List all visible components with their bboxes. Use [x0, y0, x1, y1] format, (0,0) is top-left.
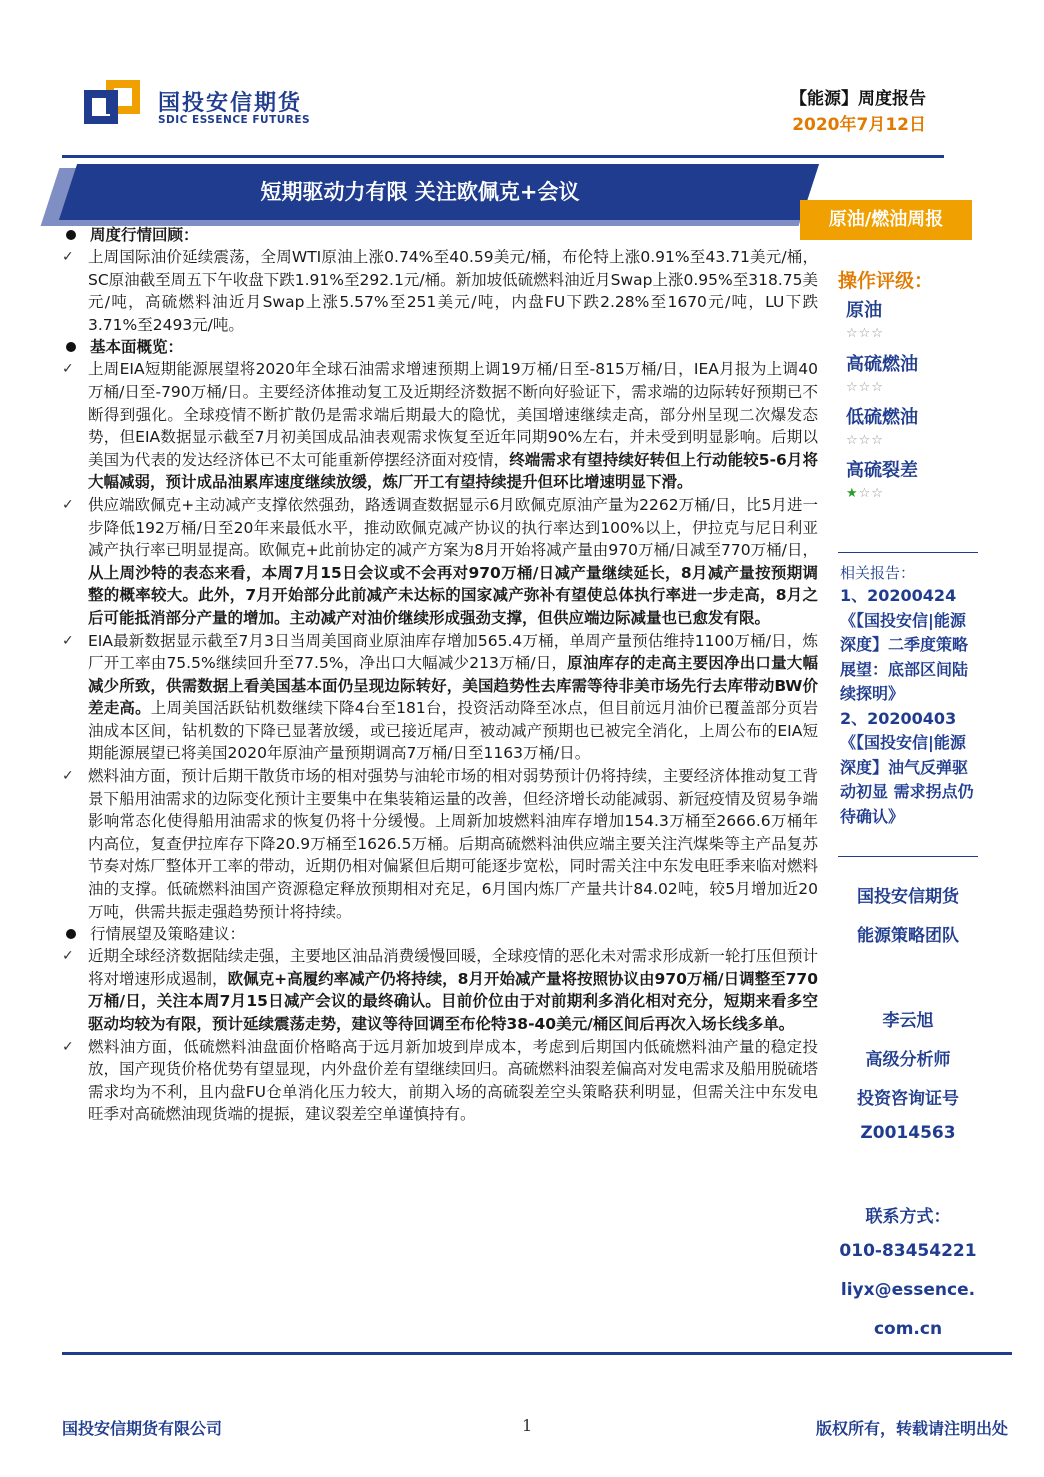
- list-item: ✓ 近期全球经济数据陆续走强，主要地区油品消费缓慢回暖，全球疫情的恶化未对需求形成新一轮打压但预计将对增速形成遏制，欧佩克+高履约率减产仍将持续，8月开始减产量将按照协议由970万桶/日调整至770万桶/日，关注本周7月15日减产会议的最终确认。目前价位由于对前期利多消化相对充分，短期来看多空驱动均较为有限，预计延续震荡走势，建议等待回调至布伦特38-40美元/桶区间后再次入场长线多单。: [62, 945, 818, 1035]
- list-item: ✓ 供应端欧佩克+主动减产支撑依然强劲，路透调查数据显示6月欧佩克原油产量为2262万桶/日，比5月进一步降低192万桶/日至20年来最低水平，推动欧佩克减产协议的执行率达到100%以上，伊拉克与尼日利亚减产执行率已明显提高。欧佩克+此前协定的减产方案为8月开始将减产量由970万桶/日减至770万桶/日，从上周沙特的表态来看，本周7月15日会议或不会再对970万桶/日减产量继续延长，8月减产量按预期调整的概率较大。此外，7月开始部分此前减产未达标的国家减产弥补有望使总体执行率进一步走高，8月之后可能抵消部分产量的增加。主动减产对油价继续形成强劲支撑，但供应端边际减量也已愈发有限。: [62, 494, 818, 630]
- check-icon: ✓: [62, 768, 74, 785]
- check-icon: ✓: [62, 948, 74, 965]
- related-report-1: 1、20200424《【国投安信|能源深度】二季度策略展望：底部区间陆续探明》: [840, 586, 969, 703]
- team-name: 能源策略团队: [857, 926, 959, 946]
- contact-phone: 010-83454221: [839, 1241, 977, 1261]
- section-heading-fundamentals: 基本面概览：: [62, 336, 818, 358]
- check-icon: ✓: [62, 1038, 74, 1055]
- cert-number: Z0014563: [860, 1123, 956, 1143]
- rating-name: 原油: [846, 300, 882, 321]
- analyst-name: 李云旭: [882, 1011, 934, 1031]
- list-item: ✓ 上周国际油价延续震荡，全周WTI原油上涨0.74%至40.59美元/桶，布伦特上涨0.91%至43.71美元/桶，SC原油截至周五下午收盘下跌1.91%至292.1元/桶。新加坡低硫燃料油近月Swap上涨0.95%至318.75美元/吨，高硫燃料油近月Swap上涨5.57%至251美元/吨，内盘FU下跌2.28%至1670元/吨，LU下跌3.71%至2493元/吨。: [62, 246, 818, 336]
- rating-stars: [846, 486, 884, 501]
- report-title: 短期驱动力有限 关注欧佩克+会议: [260, 180, 580, 204]
- rating-name: 高硫燃油: [846, 354, 918, 375]
- filled-star-icon: ★: [846, 486, 859, 501]
- rating-title: 操作评级：: [838, 270, 934, 292]
- list-item: ✓ 上周EIA短期能源展望将2020年全球石油需求增速预期上调19万桶/日至-815万桶/日，IEA月报为上调40万桶/日至-790万桶/日。主要经济体推动复工及近期经济数据不断向好验证下，需求端的边际转好预期已不断得到强化。全球疫情不断扩散仍是需求端后期最大的隐忧，美国增速继续走高，部分州呈现二次爆发态势，但EIA数据显示截至7月初美国成品油表观需求恢复至近年同期90%左右，并未受到明显影响。后期以美国为代表的发达经济体已不太可能重新停摆经济面对疫情，终端需求有望持续好转但上行动能较5-6月将大幅减弱，预计成品油累库速度继续放缓，炼厂开工有望持续提升但环比增速明显下滑。: [62, 358, 818, 494]
- category-tag-label: 原油/燃油周报: [828, 209, 944, 230]
- main-content: [62, 224, 818, 1126]
- company-logo-mark: [84, 80, 140, 124]
- footer-divider: [62, 1352, 1012, 1355]
- bullet-icon: [66, 230, 76, 240]
- footer-company: 国投安信期货有限公司: [62, 1419, 223, 1438]
- check-icon: ✓: [62, 632, 74, 649]
- check-icon: ✓: [62, 249, 74, 265]
- check-icon: ✓: [62, 361, 74, 378]
- company-logo-en: SDIC ESSENCE FUTURES: [158, 114, 311, 126]
- contact-email-line2: com.cn: [873, 1319, 943, 1339]
- report-date: 2020年7月12日: [792, 115, 926, 135]
- bullet-icon: [66, 342, 76, 352]
- rating-stars: ☆☆☆: [846, 326, 884, 341]
- analyst-title: 高级分析师: [865, 1050, 951, 1070]
- related-reports-title: 相关报告：: [840, 564, 916, 582]
- section-heading-review: 周度行情回顾：: [62, 224, 818, 246]
- check-icon: ✓: [62, 496, 74, 513]
- list-item: ✓ 燃料油方面，预计后期干散货市场的相对强势与油轮市场的相对弱势预计仍将持续，主要经济体推动复工背景下船用油需求的边际变化预计主要集中在集装箱运量的改善，但经济增长动能减弱、新冠疫情及贸易争端影响常态化使得船用油需求的恢复仍将十分缓慢。上周新加坡燃料油库存增加154.3万桶至2666.6万桶年内高位，复查伊拉库存下降20.9万桶至1626.5万桶。后期高硫燃料油供应端主要关注汽煤柴等主产品复苏节奏对炼厂整体开工率的带动，近期仍相对偏紧但后期可能逐步宽松，同时需关注中东发电旺季来临对燃料油的支撑。低硫燃料油国产资源稳定释放预期相对充足，6月国内炼厂产量共计84.02吨，较5月增加近20万吨，供需共振走强趋势预计将持续。: [62, 765, 818, 923]
- rating-name: 高硫裂差: [846, 460, 918, 481]
- empty-star-icon: ☆☆: [858, 486, 884, 501]
- contact-email-line1: liyx@essence.: [840, 1280, 976, 1300]
- rating-stars: ☆☆☆: [846, 380, 884, 395]
- sidebar-divider: [838, 552, 978, 553]
- team-company: 国投安信期货: [857, 887, 959, 907]
- company-logo-text: 国投安信期货: [158, 91, 303, 116]
- rating-name: 低硫燃油: [846, 407, 918, 428]
- page-number: 1: [522, 1416, 533, 1435]
- report-type: 【能源】周度报告: [790, 89, 926, 109]
- contact-title: 联系方式：: [865, 1207, 951, 1227]
- list-item: ✓ EIA最新数据显示截至7月3日当周美国商业原油库存增加565.4万桶，单周产量预估维持1100万桶/日，炼厂开工率由75.5%继续回升至77.5%，净出口大幅减少213万桶/日，原油库存的走高主要因净出口量大幅减少所致，供需数据上看美国基本面仍呈现边际转好，美国趋势性去库需等待非美市场先行去库带动BW价差走高。上周美国活跃钻机数继续下降4台至181台，投资活动降至冰点，但目前远月油价已覆盖部分页岩油成本区间，钻机数的下降已显著放缓，或已接近尾声，被动减产预期也已被完全消化，上周公布的EIA短期能源展望已将美国2020年原油产量预期调高7万桶/日至1163万桶/日。: [62, 630, 818, 766]
- footer-copyright: 版权所有，转载请注明出处: [815, 1419, 1008, 1438]
- cert-label: 投资咨询证号: [857, 1089, 959, 1109]
- related-reports: [840, 584, 980, 829]
- list-item: ✓ 燃料油方面，低硫燃料油盘面价格略高于远月新加坡到岸成本，考虑到后期国内低硫燃料油产量的稳定投放，国产现货价格优势有望显现，内外盘价差有望继续回归。高硫燃料油裂差偏高对发电需求及船用脱硫塔需求均为不利，且内盘FU仓单消化压力较大，前期入场的高硫裂差空头策略获利明显，但需关注中东发电旺季对高硫燃油现货端的提振，建议裂差空单谨慎持有。: [62, 1036, 818, 1126]
- section-heading-outlook: 行情展望及策略建议：: [62, 923, 818, 945]
- header-divider: [62, 155, 944, 158]
- sidebar-divider: [838, 856, 978, 857]
- bullet-icon: [66, 929, 76, 939]
- related-report-2: 2、20200403《【国投安信|能源深度】油气反弹驱动初显 需求拐点仍待确认》: [840, 708, 974, 826]
- rating-stars: ☆☆☆: [846, 433, 884, 448]
